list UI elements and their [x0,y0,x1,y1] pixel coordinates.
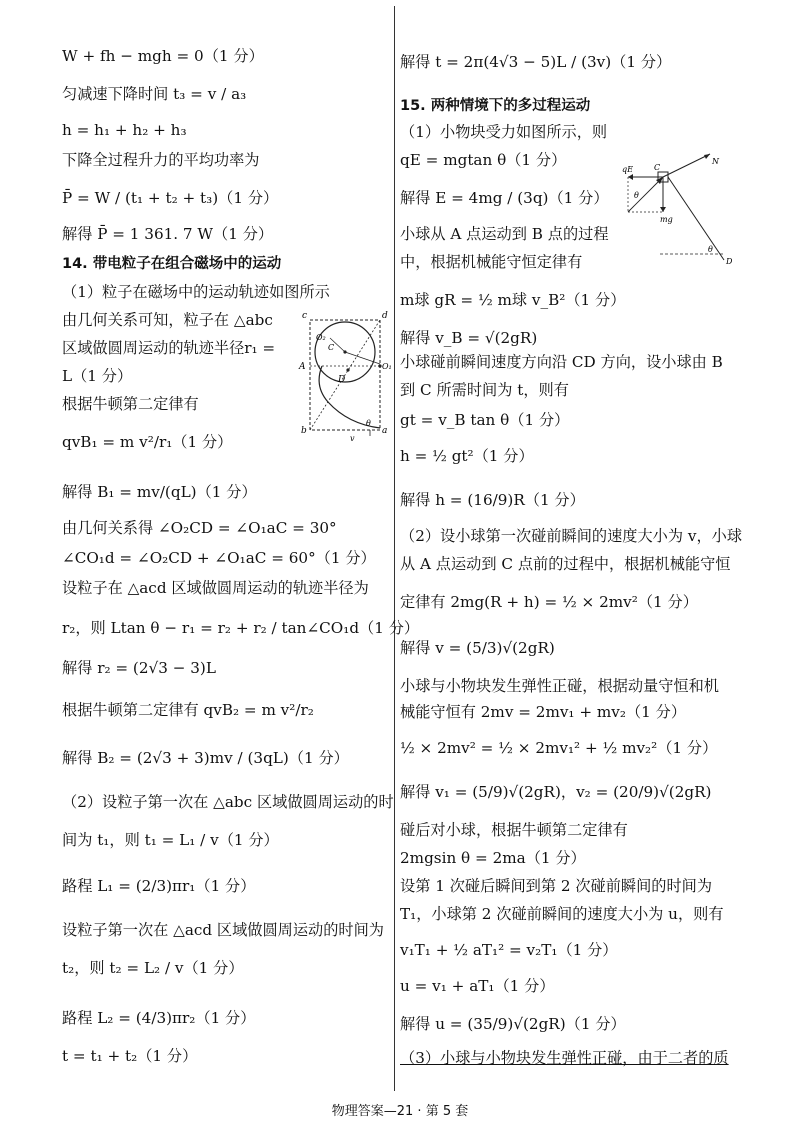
text-line: qvB₁ = m v²/r₁（1 分） [62,433,233,451]
text-line: P̄ = W / (t₁ + t₂ + t₃)（1 分） [62,189,279,207]
text-line: 设粒子第一次在 △acd 区域做圆周运动的时间为 [62,921,384,939]
label-a-upper: A [299,362,306,372]
text-line: 碰后对小球，根据牛顿第二定律有 [400,821,628,839]
text-line: 解得 v_B = √(2gR) [400,329,538,347]
text-line: u = v₁ + aT₁（1 分） [400,977,555,995]
text-line: 匀减速下降时间 t₃ = v / a₃ [62,85,247,103]
text-line: h = ½ gt²（1 分） [400,447,534,465]
label-o1: O₁ [382,362,392,371]
section-heading-15: 15. 两种情境下的多过程运动 [400,98,591,114]
text-line: v₁T₁ + ½ aT₁² = v₂T₁（1 分） [400,941,618,959]
page-footer: 物理答案—21 · 第 5 套 [331,1104,469,1119]
label-qe: qE [622,165,633,174]
text-line: 从 A 点运动到 C 点前的过程中，根据机械能守恒 [400,555,731,573]
text-line: ∠CO₁d = ∠O₂CD + ∠O₁aC = 60°（1 分） [62,549,376,567]
text-line: 由几何关系得 ∠O₂CD = ∠O₁aC = 30° [62,519,337,537]
text-line: （2）设粒子第一次在 △abc 区域做圆周运动的时 [62,793,394,811]
text-line: 解得 B₁ = mv/(qL)（1 分） [62,483,257,501]
text-line: 小球碰前瞬间速度方向沿 CD 方向，设小球由 B [400,353,723,371]
text-line: 解得 v = (5/3)√(2gR) [400,639,555,657]
text-line: 解得 B₂ = (2√3 + 3)mv / (3qL)（1 分） [62,749,349,767]
label-theta-incline: θ [708,245,713,254]
text-line: qE = mgtan θ（1 分） [400,151,567,169]
text-line: L（1 分） [62,367,133,385]
text-line: 小球与小物块发生弹性正碰，根据动量守恒和机 [400,677,719,695]
text-line-underlined: （3）小球与小物块发生弹性正碰，由于二者的质 [400,1049,729,1067]
text-line: h = h₁ + h₂ + h₃ [62,121,187,139]
text-line: T₁，小球第 2 次碰前瞬间的速度大小为 u，则有 [400,905,724,923]
text-line: 解得 E = 4mg / (3q)（1 分） [400,189,609,207]
label-theta-force: θ [634,191,639,200]
text-line: 由几何关系可知，粒子在 △abc [62,311,273,329]
label-v: v [350,434,355,443]
label-d-upper: D [338,375,346,385]
text-line: r₂，则 Ltan θ − r₁ = r₂ + r₂ / tan∠CO₁d（1 分） [62,619,420,637]
label-n: N [712,157,719,166]
text-line: t = t₁ + t₂（1 分） [62,1047,198,1065]
text-line: 根据牛顿第二定律有 [62,395,199,413]
column-divider [394,6,395,1091]
label-b: b [301,426,307,436]
text-line: （1）小物块受力如图所示，则 [400,123,608,141]
text-line: 路程 L₂ = (4/3)πr₂（1 分） [62,1009,256,1027]
text-line: ½ × 2mv² = ½ × 2mv₁² + ½ mv₂²（1 分） [400,739,718,757]
magnetic-field-diagram [288,306,396,444]
label-d: D [726,257,733,266]
label-o2: O₂ [316,333,326,342]
text-line: 解得 r₂ = (2√3 − 3)L [62,659,216,677]
text-line: 中，根据机械能守恒定律有 [400,253,583,271]
label-theta: θ [366,419,371,428]
text-line: 根据牛顿第二定律有 qvB₂ = m v²/r₂ [62,701,314,719]
text-line: 下降全过程升力的平均功率为 [62,151,260,169]
text-line: 2mgsin θ = 2ma（1 分） [400,849,586,867]
text-line: （2）设小球第一次碰前瞬间的速度大小为 v，小球 [400,527,743,545]
text-line: 小球从 A 点运动到 B 点的过程 [400,225,609,243]
text-line: 解得 h = (16/9)R（1 分） [400,491,585,509]
label-c: C [654,163,661,172]
text-line: 解得 v₁ = (5/9)√(2gR)，v₂ = (20/9)√(2gR) [400,783,712,801]
section-heading-14: 14. 带电粒子在组合磁场中的运动 [62,256,282,272]
label-mg: mg [660,215,673,224]
text-line: 设第 1 次碰后瞬间到第 2 次碰前瞬间的时间为 [400,877,713,895]
force-diagram [620,150,740,268]
text-line: 解得 t = 2π(4√3 − 5)L / (3v)（1 分） [400,53,672,71]
text-line: 定律有 2mg(R + h) = ½ × 2mv²（1 分） [400,593,698,611]
text-line: 解得 u = (35/9)√(2gR)（1 分） [400,1015,626,1033]
label-c: c [302,311,308,321]
text-line: 到 C 所需时间为 t，则有 [400,381,569,399]
text-line: 间为 t₁，则 t₁ = L₁ / v（1 分） [62,831,279,849]
text-line: 设粒子在 △acd 区域做圆周运动的轨迹半径为 [62,579,369,597]
label-a: a [382,426,388,436]
text-line: 路程 L₁ = (2/3)πr₁（1 分） [62,877,256,895]
text-line: t₂，则 t₂ = L₂ / v（1 分） [62,959,244,977]
text-line: W + fh − mgh = 0（1 分） [62,47,264,65]
text-line: （1）粒子在磁场中的运动轨迹如图所示 [62,283,330,301]
text-line: 解得 P̄ = 1 361. 7 W（1 分） [62,225,274,243]
text-line: 械能守恒有 2mv = 2mv₁ + mv₂（1 分） [400,703,687,721]
text-line: gt = v_B tan θ（1 分） [400,411,570,429]
label-d: d [382,311,388,321]
text-line: m球 gR = ½ m球 v_B²（1 分） [400,291,626,309]
label-center: C [328,343,335,352]
text-line: 区域做圆周运动的轨迹半径r₁ = [62,339,276,357]
